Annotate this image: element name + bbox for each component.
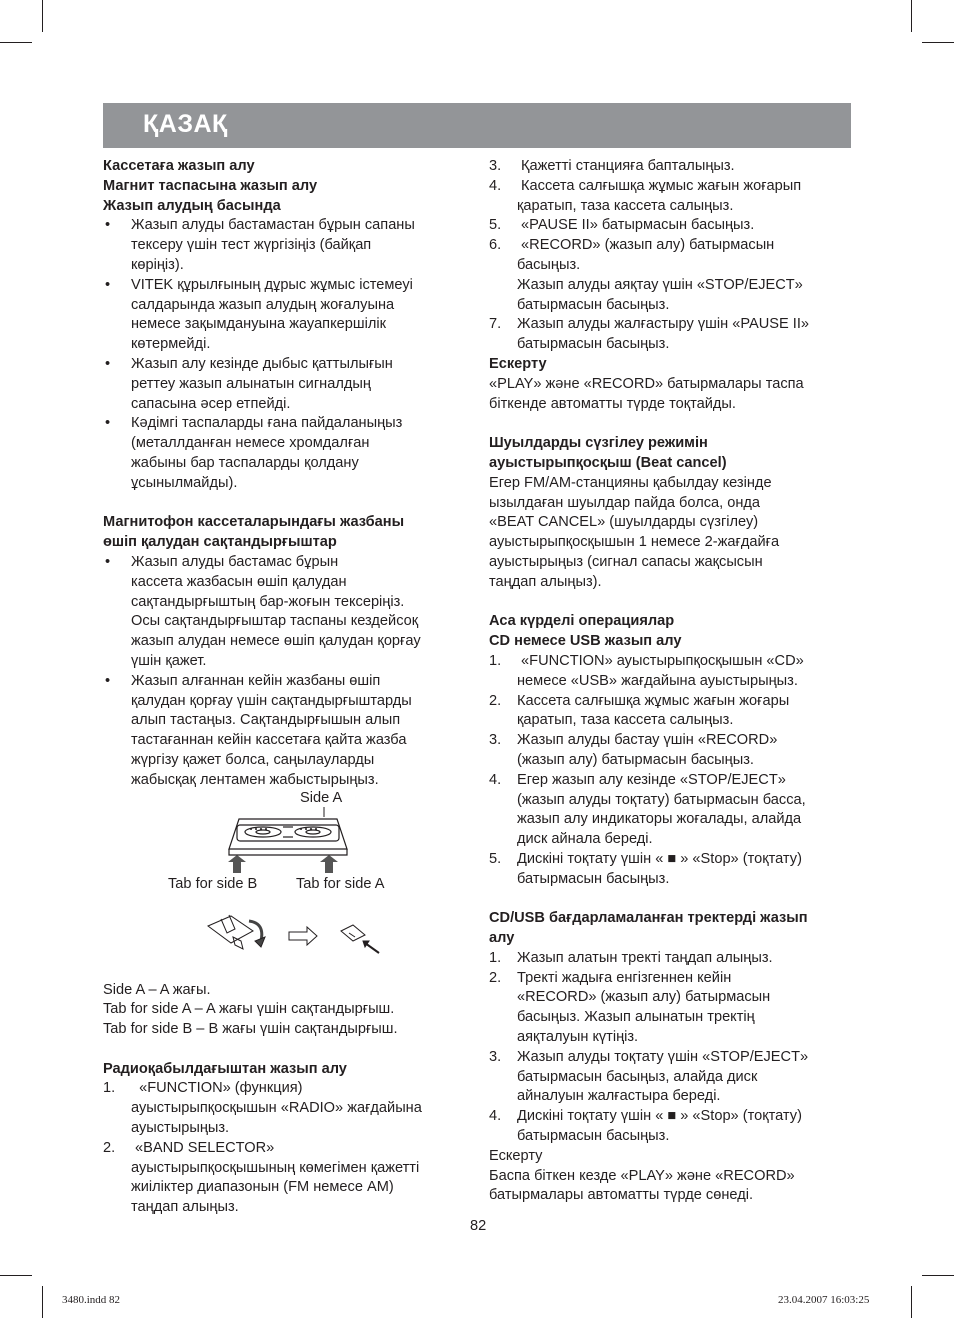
section-heading: Радиоқабылдағыштан жазып алу xyxy=(103,1060,347,1077)
text-line: ызылдаған шуылдар пайда болса, онда xyxy=(489,494,761,511)
section-heading: Кассетаға жазып алу xyxy=(103,158,255,174)
list-item-line: немесе зақымдануына жауапкершілік xyxy=(131,316,386,333)
list-item xyxy=(103,276,465,355)
list-item-line: жазып алудан немесе өшіп қалудан қорғау xyxy=(131,633,421,650)
list-item-line: тастағаннан кейін кассетаға қайта жазба xyxy=(131,732,407,749)
section-heading xyxy=(489,909,853,949)
list-item-line: басыңыз. Жазып алынатын тректің xyxy=(517,1009,755,1026)
list-item-line: үшін қажет. xyxy=(131,652,207,669)
section-heading: Магнит таспасына жазып алу xyxy=(103,177,318,194)
arrow-up-icon xyxy=(320,855,338,873)
list-item xyxy=(489,315,853,355)
list-item-line: Дискіні тоқтату үшін « ■ » «Stop» (тоқтату) xyxy=(517,850,802,867)
cassette-icon xyxy=(229,819,347,855)
list-item-line: Егер жазып алу кезінде «STOP/EJECT» xyxy=(517,771,786,788)
list-item xyxy=(103,1079,465,1138)
list-item xyxy=(489,771,853,850)
crop-mark xyxy=(0,42,32,43)
numbered-list xyxy=(489,157,853,355)
list-item-line: алып тастаңыз. Сақтандырғышын алып xyxy=(131,712,401,729)
list-item-line: көріңіз). xyxy=(131,256,184,273)
list-item-line: Қажетті станцияға бапталыңыз. xyxy=(517,158,735,174)
list-number: 7. xyxy=(489,316,502,333)
list-number: 3. xyxy=(489,732,502,749)
list-item-line: айналуын жалғастыра береді. xyxy=(517,1088,721,1105)
list-item-line: ауыстырыңыз. xyxy=(131,1120,230,1137)
list-item-line: жазып алу индикаторы жоғалады, алайда xyxy=(517,811,802,828)
section-heading: өшіп қалудан сақтандырғыштар xyxy=(103,534,337,551)
list-item xyxy=(489,850,853,890)
sealed-tab-icon xyxy=(341,925,379,953)
figure-label-tab-b: Tab for side B xyxy=(168,875,258,892)
list-item-line: диск айнала береді. xyxy=(517,831,653,848)
list-item-line: сақтандырғыштың бар-жоғын тексеріңіз. xyxy=(131,593,405,610)
language-header-bar xyxy=(103,103,851,148)
list-number: 1. xyxy=(103,1080,116,1097)
text-line: «BEAT CANCEL» (шуылдарды сүзгілеу) xyxy=(489,514,759,531)
list-item-line: «FUNCTION» ауыстырыпқосқышын «CD» xyxy=(517,652,804,669)
list-item-line: қалудан қорғау үшін сақтандырғыштарды xyxy=(131,692,412,709)
crop-mark xyxy=(911,1286,912,1318)
list-item-line: Жазып алуды тоқтату үшін «STOP/EJECT» xyxy=(517,1048,809,1065)
bullet-icon: • xyxy=(105,672,111,689)
bullet-icon: • xyxy=(105,553,111,570)
list-item xyxy=(489,731,853,771)
page-title: ҚАЗАҚ xyxy=(143,110,228,138)
list-item-line: Дискіні тоқтату үшін « ■ » «Stop» (тоқтату) xyxy=(517,1108,802,1125)
list-item-line: батырмасын басыңыз. xyxy=(517,336,670,353)
bullet-icon: • xyxy=(105,276,111,293)
list-item xyxy=(103,1139,465,1218)
list-item-line: VITEK құрылғының дұрыс жұмыс істемеуі xyxy=(131,276,413,293)
text-line: CD/USB бағдарламаланған тректерді жазып xyxy=(489,910,808,927)
section-heading: Аса күрделі операциялар xyxy=(489,613,675,630)
list-item-line: батырмасын басыңыз. xyxy=(517,870,670,887)
list-number: 3. xyxy=(489,158,502,174)
text-line: таңдап алыңыз). xyxy=(489,573,602,590)
text-line: ауыстырыпқосқыш (Beat cancel) xyxy=(489,454,727,471)
figure-label-tab-a: Tab for side A xyxy=(296,875,385,892)
list-item-line: Кассета салғышқа жұмыс жағын жоғарып xyxy=(517,177,802,194)
list-item-line: ұсынылмайды). xyxy=(131,474,238,491)
bullet-icon: • xyxy=(105,355,111,372)
bullet-list xyxy=(103,216,465,493)
list-item-line: жүргізу қажет болса, саңылауларды xyxy=(131,751,375,768)
list-item-line: Жазып алуды жалғастыру үшін «PAUSE II» xyxy=(517,316,809,333)
section-heading: Жазып алудың басында xyxy=(103,197,281,214)
file-slug: 3480.indd 82 xyxy=(62,1294,121,1306)
list-number: 2. xyxy=(103,1139,116,1156)
list-item-line: басыңыз. xyxy=(517,256,581,273)
text-line: Баспа біткен кезде «PLAY» және «RECORD» xyxy=(489,1167,795,1184)
bullet-icon: • xyxy=(105,415,111,432)
section-heading xyxy=(489,434,853,474)
list-item-line: (жазып алу) батырмасын басыңыз. xyxy=(517,751,754,768)
section-heading: Магнитофон кассеталарындағы жазбаны xyxy=(103,514,405,531)
crop-mark xyxy=(0,1275,32,1276)
numbered-list xyxy=(489,652,853,890)
list-item-line: қаратып, таза кассета салыңыз. xyxy=(517,712,734,729)
list-item xyxy=(489,157,853,177)
right-column xyxy=(489,157,853,1206)
list-item-line: батырмасын басыңыз, алайда диск xyxy=(517,1068,758,1085)
list-item-line: көтермейді. xyxy=(131,336,211,353)
bullet-list xyxy=(103,553,465,791)
list-item-line: «RECORD» (жазып алу) батырмасын xyxy=(517,989,771,1006)
list-item xyxy=(489,1048,853,1107)
note-title: Ескерту xyxy=(489,1147,543,1164)
list-item xyxy=(489,1107,853,1147)
arrow-right-icon xyxy=(289,927,317,945)
section-heading: CD немесе USB жазып алу xyxy=(489,633,682,650)
figure-legend-line: Side A – A жағы. xyxy=(103,981,211,998)
bullet-icon: • xyxy=(105,217,111,234)
list-item xyxy=(103,355,465,414)
list-item-line: салдарында жазып алудың жоғалуына xyxy=(131,296,395,313)
list-item-line: қаратып, таза кассета салыңыз. xyxy=(517,197,734,214)
text-line: ауыстырыпқосқышын 1 немесе 2-жағдайға xyxy=(489,534,780,551)
list-number: 3. xyxy=(489,1048,502,1065)
list-item-line: тексеру үшін тест жүргізіңіз (байқап xyxy=(131,237,372,254)
list-item xyxy=(489,692,853,732)
list-item-line: (жазып алуды тоқтату) батырмасын басса, xyxy=(517,791,806,808)
figure-legend-line: Tab for side A – A жағы үшін сақтандырғыш. xyxy=(103,1001,395,1018)
crop-mark xyxy=(922,42,954,43)
list-item xyxy=(489,969,853,1048)
list-item-line: «PAUSE II» батырмасын басыңыз. xyxy=(517,217,755,234)
list-item xyxy=(489,177,853,217)
list-item xyxy=(489,652,853,692)
list-item-line: жабыны бар таспаларды қолдану xyxy=(131,454,359,471)
list-item-line: таңдап алыңыз. xyxy=(131,1199,239,1216)
list-item-line: аяқталуын күтіңіз. xyxy=(517,1029,639,1046)
figure-legend-line: Tab for side B – B жағы үшін сақтандырғыш. xyxy=(103,1021,398,1038)
list-item-line: Жазып алғаннан кейін жазбаны өшіп xyxy=(131,672,381,689)
note-text xyxy=(489,1167,853,1207)
text-line: батырмалары автоматты түрде сөнеді. xyxy=(489,1187,754,1204)
date-slug: 23.04.2007 16:03:25 xyxy=(778,1294,870,1306)
list-item-line: Кәдімгі таспаларды ғана пайдаланыңыз xyxy=(131,415,403,432)
list-number: 1. xyxy=(489,949,502,966)
list-item-line: «RECORD» (жазып алу) батырмасын xyxy=(517,237,775,254)
list-number: 6. xyxy=(489,237,502,254)
cassette-tab-figure xyxy=(103,791,465,981)
crop-mark xyxy=(42,1286,43,1318)
list-item-line: ауыстырыпқосқышының көмегімен қажетті xyxy=(131,1159,420,1176)
list-item-line: (металлданған немесе хромдалған xyxy=(131,435,370,452)
left-column xyxy=(103,157,465,1218)
list-item-line: сапасына әсер етпейді. xyxy=(131,395,291,412)
list-item-line: Жазып алатын тректі таңдап алыңыз. xyxy=(517,949,773,966)
list-item xyxy=(489,216,853,236)
page-number: 82 xyxy=(470,1218,487,1234)
list-number: 5. xyxy=(489,850,502,867)
list-item-line: Кассета салғышқа жұмыс жағын жоғары xyxy=(517,692,790,709)
list-item-line: Жазып алуды бастау үшін «RECORD» xyxy=(517,732,778,749)
list-number: 4. xyxy=(489,1108,502,1125)
list-item-line: кассета жазбасын өшіп қалудан xyxy=(131,573,347,590)
text-line: «PLAY» және «RECORD» батырмалары таспа xyxy=(489,375,804,392)
text-line: алу xyxy=(489,930,515,947)
list-item-line: немесе «USB» жағдайына ауыстырыңыз. xyxy=(517,672,798,689)
crop-mark xyxy=(911,0,912,32)
list-item xyxy=(103,553,465,672)
list-item-line: реттеу жазып алынатын сигналдың xyxy=(131,375,371,392)
crop-mark xyxy=(42,0,43,32)
list-item xyxy=(489,949,853,969)
list-item xyxy=(103,216,465,275)
list-item xyxy=(103,414,465,493)
crop-mark xyxy=(922,1275,954,1276)
text-line: Шуылдарды сүзгілеу режимін xyxy=(489,435,708,452)
list-number: 4. xyxy=(489,177,502,194)
list-item xyxy=(103,672,465,791)
list-item-line: ауыстырыпқосқышын «RADIO» жағдайына xyxy=(131,1100,422,1117)
list-item-line: «FUNCTION» (функция) xyxy=(131,1080,303,1097)
cassette-illustration xyxy=(103,791,465,981)
list-number: 1. xyxy=(489,652,502,669)
text-line: біткенде автоматты түрде тоқтайды. xyxy=(489,395,736,412)
list-item-line: Жазып алуды аяқтау үшін «STOP/EJECT» xyxy=(517,276,803,293)
list-item-line: Осы сақтандырғыштар таспаны кездейсоқ xyxy=(131,613,419,630)
list-number: 2. xyxy=(489,692,502,709)
list-item-line: батырмасын басыңыз. xyxy=(517,1128,670,1145)
list-item-line: жабысқақ лентамен жабыстырыңыз. xyxy=(131,771,379,788)
numbered-list xyxy=(489,949,853,1147)
list-number: 2. xyxy=(489,969,502,986)
tab-removal-icon xyxy=(208,915,265,949)
list-number: 5. xyxy=(489,217,502,234)
text-line: ауыстырыңыз (сигнал сапасы жақсысын xyxy=(489,553,763,570)
arrow-up-icon xyxy=(228,855,246,873)
list-item-line: батырмасын басыңыз. xyxy=(517,296,670,313)
list-item-line: Жазып алуды бастамастан бұрын сапаны xyxy=(131,217,415,234)
list-item-line: Тректі жадыға енгізгеннен кейін xyxy=(517,969,732,986)
note-title: Ескерту xyxy=(489,355,547,372)
list-item-line: Жазып алуды бастамас бұрын xyxy=(131,553,339,570)
figure-label-side-a: Side A xyxy=(300,789,343,806)
list-item-line: Жазып алу кезінде дыбыс қаттылығын xyxy=(131,355,393,372)
list-item-line: жиіліктер диапазонын (FM немесе AM) xyxy=(131,1179,394,1196)
list-item xyxy=(489,236,853,315)
note-text xyxy=(489,375,853,415)
list-number: 4. xyxy=(489,771,502,788)
numbered-list xyxy=(103,1079,465,1218)
text-line: Егер FM/AM-станцияны қабылдау кезінде xyxy=(489,474,772,491)
list-item-line: «BAND SELECTOR» xyxy=(131,1139,275,1156)
section-text xyxy=(489,474,853,593)
